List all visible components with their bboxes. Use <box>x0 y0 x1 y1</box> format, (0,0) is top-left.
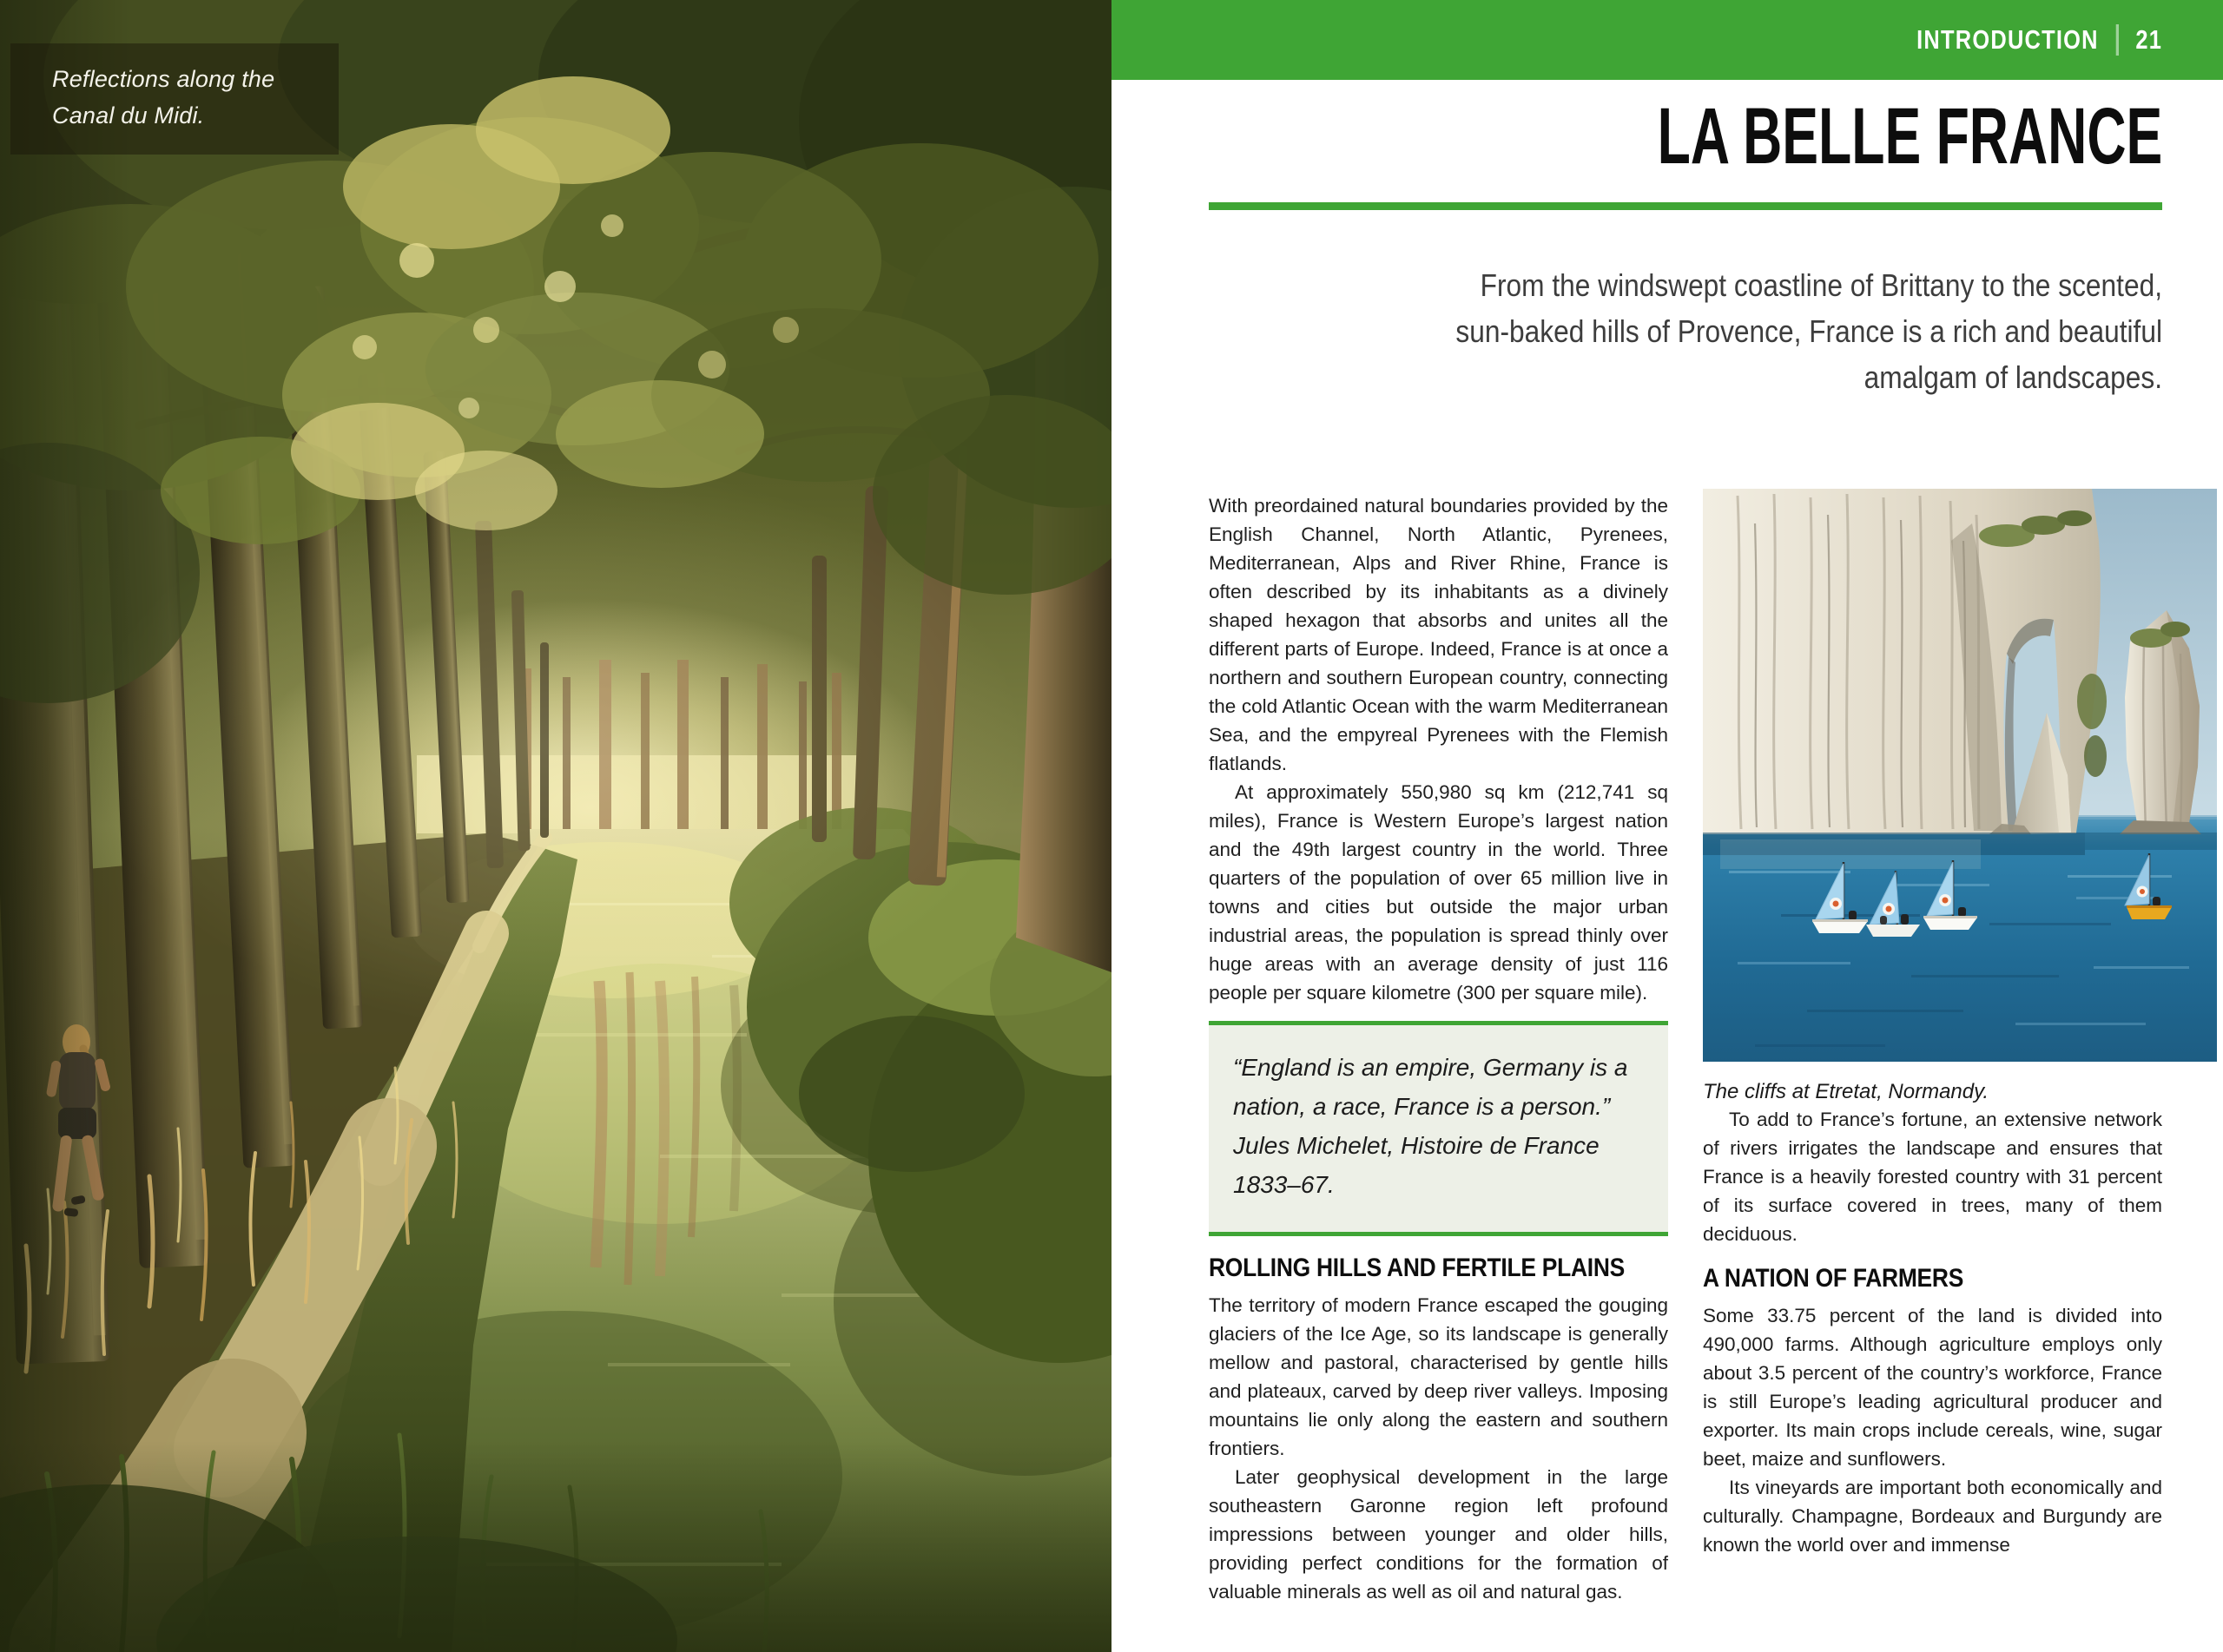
title-rule <box>1209 202 2162 210</box>
pillar-water-shadow <box>2085 833 2217 850</box>
base-rocks-right <box>2120 820 2201 834</box>
section-label: INTRODUCTION <box>1916 24 2099 55</box>
cliff-reflection <box>1720 839 1981 869</box>
page-title: LA BELLE FRANCE <box>1657 92 2162 181</box>
left-vignette <box>0 0 130 1652</box>
etretat-photo-illustration <box>1703 489 2217 1062</box>
paragraph-ice-age: The territory of modern France escaped the gouging glaciers of the Ice Age, so its landscape is generally mellow and pastoral, characterised by gentle hills and plateaux, carved by deep river valleys. Imposing mountains lie only along the eastern and southern frontiers. <box>1209 1294 1668 1459</box>
right-page <box>1112 0 2223 1652</box>
light-haze <box>87 460 1025 1033</box>
page-number: 21 <box>2135 24 2162 55</box>
bottom-vignette <box>0 1441 1112 1652</box>
cliff-arch <box>1703 489 2107 834</box>
section-header-bar <box>1112 0 2223 80</box>
body-column-right <box>1703 1079 2162 1559</box>
left-photo-caption-text: Reflections along the Canal du Midi. <box>52 66 275 128</box>
section-heading-rolling-hills: ROLLING HILLS AND FERTILE PLAINS <box>1209 1254 1625 1282</box>
left-photo-caption <box>10 43 339 155</box>
header-separator <box>2115 24 2118 56</box>
paragraph-geophysical: Later geophysical development in the large southeastern Garonne region left profound impressions between younger and older hills, providing perfect conditions for the formation of valuable minerals as well as oil and natural gas. <box>1209 1466 1668 1603</box>
etretat-caption: The cliffs at Etretat, Normandy. <box>1703 1080 1989 1103</box>
paragraph-vineyards: Its vineyards are important both economically and culturally. Champagne, Bordeaux and Burgundy are known the world over and immense <box>1703 1477 2162 1556</box>
standfirst: From the windswept coastline of Brittany to the scented, sun-baked hills of Provence, France is a rich and beautiful amalgam of landscapes. <box>1455 267 2162 395</box>
body-column-left <box>1209 491 1668 1606</box>
section-header-inner <box>1916 24 2162 56</box>
section-heading-nation-of-farmers: A NATION OF FARMERS <box>1703 1264 1964 1293</box>
paragraph-farms: Some 33.75 percent of the land is divided into 490,000 farms. Although agriculture employs only about 3.5 percent of the country’s workforce, France is still Europe’s leading agricultural producer and exporter. Its main crops include cereals, wine, sugar beet, maize and sunflowers. <box>1703 1305 2162 1470</box>
paragraph-area-population: At approximately 550,980 sq km (212,741 sq miles), France is Western Europe’s largest nation and the 49th largest country in the world. Three quarters of the population of over 65 million live in towns and cities but outside the major urban industrial areas, the population is spread thinly over huge areas with an average density of just 116 people per square kilometre (300 per square mile). <box>1209 781 1668 1004</box>
quote-box: “England is an empire, Germany is a nation, a race, France is a person.” Jules Michelet, Histoire de France 1833–67. <box>1209 1021 1668 1236</box>
etretat-figure <box>1703 489 2217 1062</box>
paragraph-boundaries: With preordained natural boundaries provided by the English Channel, North Atlantic, Pyrenees, Mediterranean, Alps and River Rhine, France is often described by its inhabitants as a divinely shaped hexagon that absorbs and unites all the different parts of Europe. Indeed, France is at once a northern and southern European country, connecting the cold Atlantic Ocean with the warm Mediterranean Sea, and the empyreal Pyrenees with the Flemish flatlands. <box>1209 495 1668 774</box>
paragraph-rivers: To add to France’s fortune, an extensive network of rivers irrigates the landscape and ensures that France is a heavily forested country with 31 percent of its surface covered in trees, many of them deciduous. <box>1703 1109 2162 1245</box>
